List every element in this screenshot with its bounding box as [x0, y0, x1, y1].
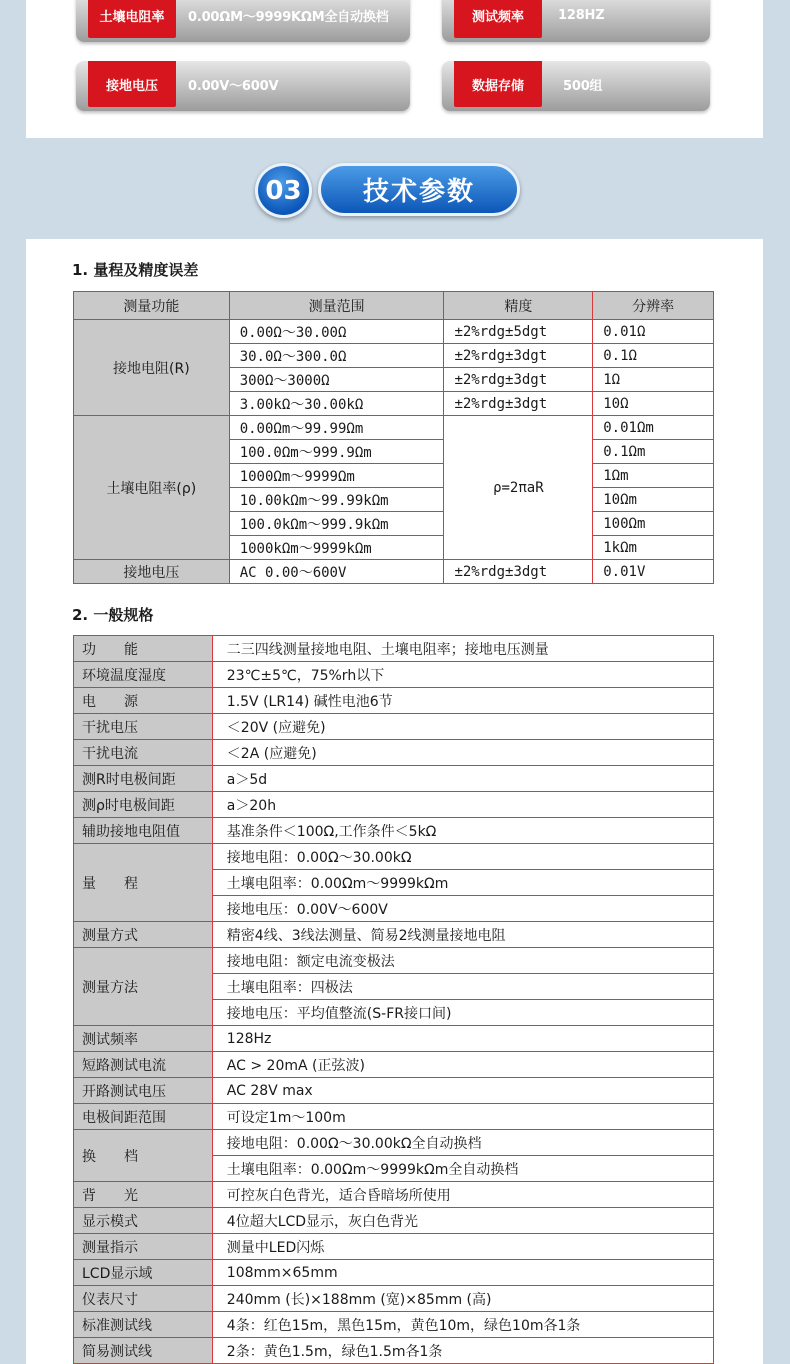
section-title: 技术参数 [318, 163, 520, 216]
spec-row [74, 1130, 714, 1156]
spec-row [74, 792, 714, 818]
range-cell: 100.0Ωm～999.9Ωm [229, 440, 444, 464]
spec-value: AC > 20mA (正弦波) [212, 1052, 713, 1078]
range-cell: 0.00Ωm～99.99Ωm [229, 416, 444, 440]
spec-value: 128Hz [212, 1026, 713, 1052]
spec-value: 1.5V (LR14) 碱性电池6节 [212, 688, 713, 714]
range-cell: 1000kΩm～9999kΩm [229, 536, 444, 560]
spec-value: 可控灰白色背光，适合昏暗场所使用 [212, 1182, 713, 1208]
spec-label: 辅助接地电阻值 [74, 818, 213, 844]
spec-label: 电 源 [74, 688, 213, 714]
spec-row [74, 1312, 714, 1338]
spec-label: 标准测试线 [74, 1312, 213, 1338]
spec-label: 测ρ时电极间距 [74, 792, 213, 818]
spec-label: 简易测试线 [74, 1338, 213, 1364]
resolution-cell: 10Ωm [593, 488, 714, 512]
spec-value: AC 28V max [212, 1078, 713, 1104]
spec-label: 换 档 [74, 1130, 213, 1182]
feature-ground-voltage [76, 61, 410, 111]
spec-row [74, 766, 714, 792]
spec-row [74, 1234, 714, 1260]
feature-soil-resistivity [76, 0, 410, 42]
group-label: 接地电阻(R) [74, 320, 230, 416]
spec-row [74, 688, 714, 714]
spec-value: ＜2A (应避免) [212, 740, 713, 766]
spec-value: a＞20h [212, 792, 713, 818]
accuracy-cell: ±2%rdg±3dgt [444, 392, 593, 416]
spec-label: 背 光 [74, 1182, 213, 1208]
resolution-cell: 1kΩm [593, 536, 714, 560]
accuracy-cell: ±2%rdg±3dgt [444, 368, 593, 392]
spec-value: a＞5d [212, 766, 713, 792]
spec-value: 2条：黄色1.5m，绿色1.5m各1条 [212, 1338, 713, 1364]
spec-panel [26, 239, 763, 1364]
table-row [74, 560, 714, 584]
spec-row [74, 740, 714, 766]
range-cell: 10.00kΩm～99.99kΩm [229, 488, 444, 512]
spec-label: 测量方式 [74, 922, 213, 948]
spec-row [74, 1338, 714, 1364]
resolution-cell: 0.1Ω [593, 344, 714, 368]
range-cell: 3.00kΩ～30.00kΩ [229, 392, 444, 416]
spec-row [74, 922, 714, 948]
spec-label: 测量方法 [74, 948, 213, 1026]
group-label: 土壤电阻率(ρ) [74, 416, 230, 560]
spec-label: 开路测试电压 [74, 1078, 213, 1104]
table-row [74, 320, 714, 344]
spec-value: 精密4线、3线法测量、简易2线测量接地电阻 [212, 922, 713, 948]
section-number-badge: 03 [255, 163, 312, 218]
resolution-cell: 0.1Ωm [593, 440, 714, 464]
accuracy-cell: ±2%rdg±5dgt [444, 320, 593, 344]
spec-label: 短路测试电流 [74, 1052, 213, 1078]
spec-label: 环境温度湿度 [74, 662, 213, 688]
header-cell: 测量功能 [74, 292, 230, 320]
spec-row [74, 1260, 714, 1286]
spec-value: 108mm×65mm [212, 1260, 713, 1286]
feature-tag: 接地电压 [88, 61, 176, 107]
resolution-cell: 0.01Ωm [593, 416, 714, 440]
table-row [74, 416, 714, 440]
spec-label: 测R时电极间距 [74, 766, 213, 792]
spec-row [74, 1182, 714, 1208]
spec-row [74, 636, 714, 662]
feature-tag: 测试频率 [454, 0, 542, 38]
spec-value: 土壤电阻率：0.00Ωm～9999kΩm [212, 870, 713, 896]
spec-value: 土壤电阻率：0.00Ωm～9999kΩm全自动换档 [212, 1156, 713, 1182]
header-cell: 测量范围 [229, 292, 444, 320]
spec-row [74, 1286, 714, 1312]
accuracy-cell: ±2%rdg±3dgt [444, 560, 593, 584]
spec-label: 仪表尺寸 [74, 1286, 213, 1312]
resolution-cell: 1Ωm [593, 464, 714, 488]
range-cell: 30.0Ω～300.0Ω [229, 344, 444, 368]
feature-card [26, 0, 763, 138]
spec-label: 干扰电压 [74, 714, 213, 740]
spec-value: 土壤电阻率：四极法 [212, 974, 713, 1000]
spec-value: 4条：红色15m，黑色15m，黄色10m，绿色10m各1条 [212, 1312, 713, 1338]
feature-value: 500组 [563, 78, 603, 94]
range-cell: 300Ω～3000Ω [229, 368, 444, 392]
range-cell: 100.0kΩm～999.9kΩm [229, 512, 444, 536]
spec-row [74, 1208, 714, 1234]
spec-label: 量 程 [74, 844, 213, 922]
spec-label: 干扰电流 [74, 740, 213, 766]
general-spec-table [73, 635, 714, 1364]
resolution-cell: 10Ω [593, 392, 714, 416]
spec-value: 4位超大LCD显示，灰白色背光 [212, 1208, 713, 1234]
table-header-row [74, 292, 714, 320]
range-accuracy-table [73, 291, 714, 584]
feature-data-storage [442, 61, 710, 111]
spec-row [74, 1026, 714, 1052]
resolution-cell: 0.01V [593, 560, 714, 584]
spec-value: 接地电阻：0.00Ω～30.00kΩ [212, 844, 713, 870]
spec-value: 二三四线测量接地电阻、土壤电阻率；接地电压测量 [212, 636, 713, 662]
range-cell: 1000Ωm～9999Ωm [229, 464, 444, 488]
range-cell: 0.00Ω～30.00Ω [229, 320, 444, 344]
spec-value: 23℃±5℃，75%rh以下 [212, 662, 713, 688]
spec-row [74, 1104, 714, 1130]
spec-label: 测试频率 [74, 1026, 213, 1052]
spec-label: 电极间距范围 [74, 1104, 213, 1130]
feature-tag: 数据存储 [454, 61, 542, 107]
spec-label: 显示模式 [74, 1208, 213, 1234]
spec-value: 可设定1m～100m [212, 1104, 713, 1130]
feature-tag: 土壤电阻率 [88, 0, 176, 38]
feature-value: 0.00ΩM～9999KΩM全自动换档 [188, 9, 389, 25]
spec-label: 功 能 [74, 636, 213, 662]
spec-value: 接地电阻：额定电流变极法 [212, 948, 713, 974]
spec-row [74, 818, 714, 844]
range-cell: AC 0.00～600V [229, 560, 444, 584]
spec-value: ＜20V (应避免) [212, 714, 713, 740]
feature-test-frequency [442, 0, 710, 42]
spec-row [74, 948, 714, 974]
feature-value: 128HZ [558, 7, 605, 23]
range-heading: 1. 量程及精度误差 [72, 261, 199, 279]
spec-value: 接地电压：0.00V～600V [212, 896, 713, 922]
spec-row [74, 844, 714, 870]
resolution-cell: 100Ωm [593, 512, 714, 536]
group-label: 接地电压 [74, 560, 230, 584]
spec-value: 240mm (长)×188mm (宽)×85mm (高) [212, 1286, 713, 1312]
spec-row [74, 1052, 714, 1078]
header-cell: 精度 [444, 292, 593, 320]
accuracy-cell: ρ=2πaR [444, 416, 593, 560]
header-cell: 分辨率 [593, 292, 714, 320]
spec-heading: 2. 一般规格 [72, 606, 154, 624]
spec-row [74, 1078, 714, 1104]
spec-value: 接地电压：平均值整流(S-FR接口间) [212, 1000, 713, 1026]
spec-label: 测量指示 [74, 1234, 213, 1260]
spec-label: LCD显示域 [74, 1260, 213, 1286]
resolution-cell: 1Ω [593, 368, 714, 392]
accuracy-cell: ±2%rdg±3dgt [444, 344, 593, 368]
spec-row [74, 714, 714, 740]
spec-value: 基准条件＜100Ω,工作条件＜5kΩ [212, 818, 713, 844]
spec-value: 测量中LED闪烁 [212, 1234, 713, 1260]
resolution-cell: 0.01Ω [593, 320, 714, 344]
spec-row [74, 662, 714, 688]
spec-value: 接地电阻：0.00Ω～30.00kΩ全自动换档 [212, 1130, 713, 1156]
feature-value: 0.00V～600V [188, 78, 279, 94]
